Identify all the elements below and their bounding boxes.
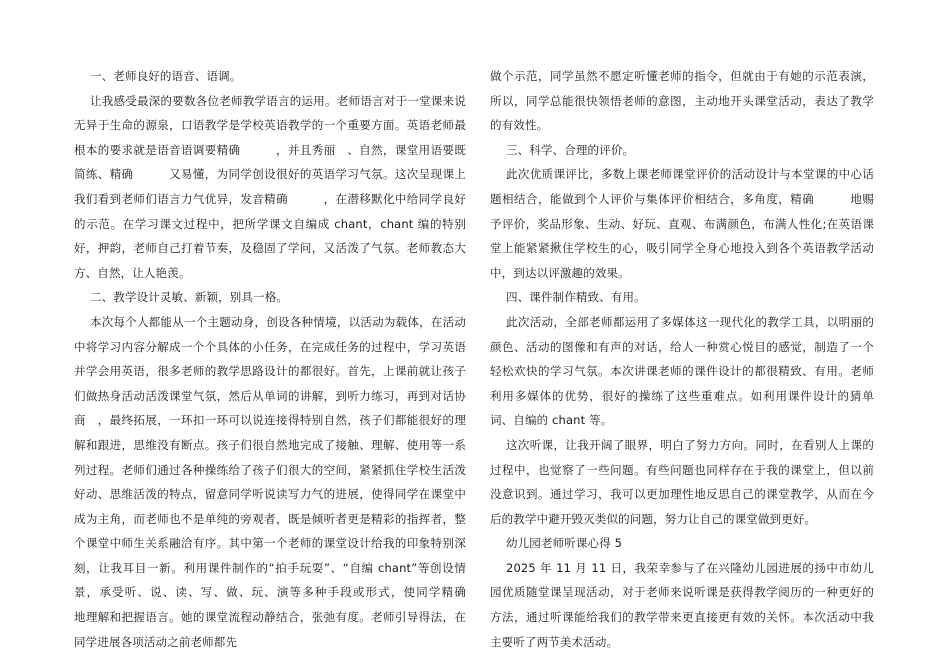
heading-courseware: 四、课件制作精致、有用。 <box>506 290 646 305</box>
paragraph-evaluation: 此次优质课评比，多数上课老师课堂评价的活动设计与本堂课的中心话题相结合，能做到个人评价与集体评价相结合，多角度，精确 地赐予评价，奖品形象、生动、好玩、直观、布满颜色，布满人性化;在英语课堂上能紧紧揪住学校生的心，吸引同学全身心地投入到各个英语教学活动中，到达以评激趣的效果。 <box>490 167 874 280</box>
paragraph-reflection: 这次听课，让我开阔了眼界，明白了努力方向。同时，在看别人上课的过程中，也觉察了一些问题。有些问题也同样存在于我的课堂上，但以前没意识到。通过学习，我可以更加理性地反思自己的课堂教学，从而在今后的教学中避开毁灭类似的问题，努力让自己的课堂做到更好。 <box>490 437 874 526</box>
paragraph-voice: 让我感受最深的要数各位老师教学语言的运用。老师语言对于一堂课来说无异于生命的源泉，口语教学是学校英语教学的一个重要方面。英语老师最根本的要求就是语音语调要精确 ，并且秀丽 、自然，课堂用语要既简练、精确 又易懂，为同学创设很好的英语学习气氛。这次呈现课上我们看到老师们语言力气优异，发音精确 ，在潜移默化中给同学良好的示范。在学习课文过程中，把所学课文自编成 chant，chant 编的特别好，押韵，老师自己打着节奏，及稳固了学问，又活泼了气氛。老师教态大方、自然，让人艳羡。 <box>74 93 466 280</box>
paragraph-continued: 做个示范，同学虽然不愿定听懂老师的指令，但就由于有她的示范表演，所以，同学总能很快领悟老师的意图，主动地开头课堂活动，表达了教学的有效性。 <box>490 69 874 133</box>
right-column <box>490 64 874 654</box>
left-column <box>74 64 490 654</box>
heading-evaluation: 三、科学、合理的评价。 <box>506 142 635 157</box>
heading-voice: 一、老师良好的语音、语调。 <box>90 69 242 83</box>
paragraph-design: 本次每个人都能从一个主题动身，创设各种情境，以活动为载体，在活动中将学习内容分解成一个个具体的小任务，在完成任务的过程中，学习英语并学会用英语，很多老师的教学思路设计的都很好。首先，上课前就让孩子们做热身活动活泼课堂气氛，然后从单词的讲解，到听力练习，再到对话协商 ，最终拓展，一环扣一环可以说连接得特别自然，孩子们都能很好的理解和跟进，思维没有断点。孩子们很自然地完成了接触、理解、使用等一系列过程。老师们通过各种操练给了孩子们很大的空间，紧紧抓住学校生活泼好动、思维活泼的特点，留意同学听说读写力气的进展，使得同学在课堂中成为主角，而老师也不是单纯的旁观者，既是倾听者更是精彩的指挥者，整个课堂中师生关系融洽有序。其中第一个老师的课堂设计给我的印象特别深刻，让我耳目一新。利用课件制作的“拍手玩耍”、“自编 chant”等创设情景，承受听、说、读、写、做、玩、演等多种手段或形式，使同学精确 地理解和把握语言。她的课堂流程动静结合，张弛有度。老师引导得法，在同学进展各项活动之前老师都先 <box>74 314 490 649</box>
paragraph-kindergarten: 2025 年 11 月 11 日，我荣幸参与了在兴隆幼儿园进展的扬中市幼儿园优质随堂课呈现活动，对于老师来说听课是获得教学阅历的一种更好的方法，通过听课能给我们的教学带来更直接更有效的关怀。本次活动中我主要听了两节美术活动。 <box>490 560 874 649</box>
paragraph-courseware: 此次活动，全部老师都运用了多媒体这一现代化的教学工具，以明丽的颜色、活动的图像和有声的对话，给人一种赏心悦目的感觉，制造了一个轻松欢快的学习气氛。本次讲课老师的课件设计的都很精致、有用。老师利用多媒体的优势，很好的操练了这些重难点。如利用课件设计的猜单词、自编的 chant 等。 <box>490 314 874 428</box>
heading-design: 二、教学设计灵敏、新颖，别具一格。 <box>90 290 289 305</box>
section-title-5: 幼儿园老师听课心得 5 <box>506 536 623 551</box>
